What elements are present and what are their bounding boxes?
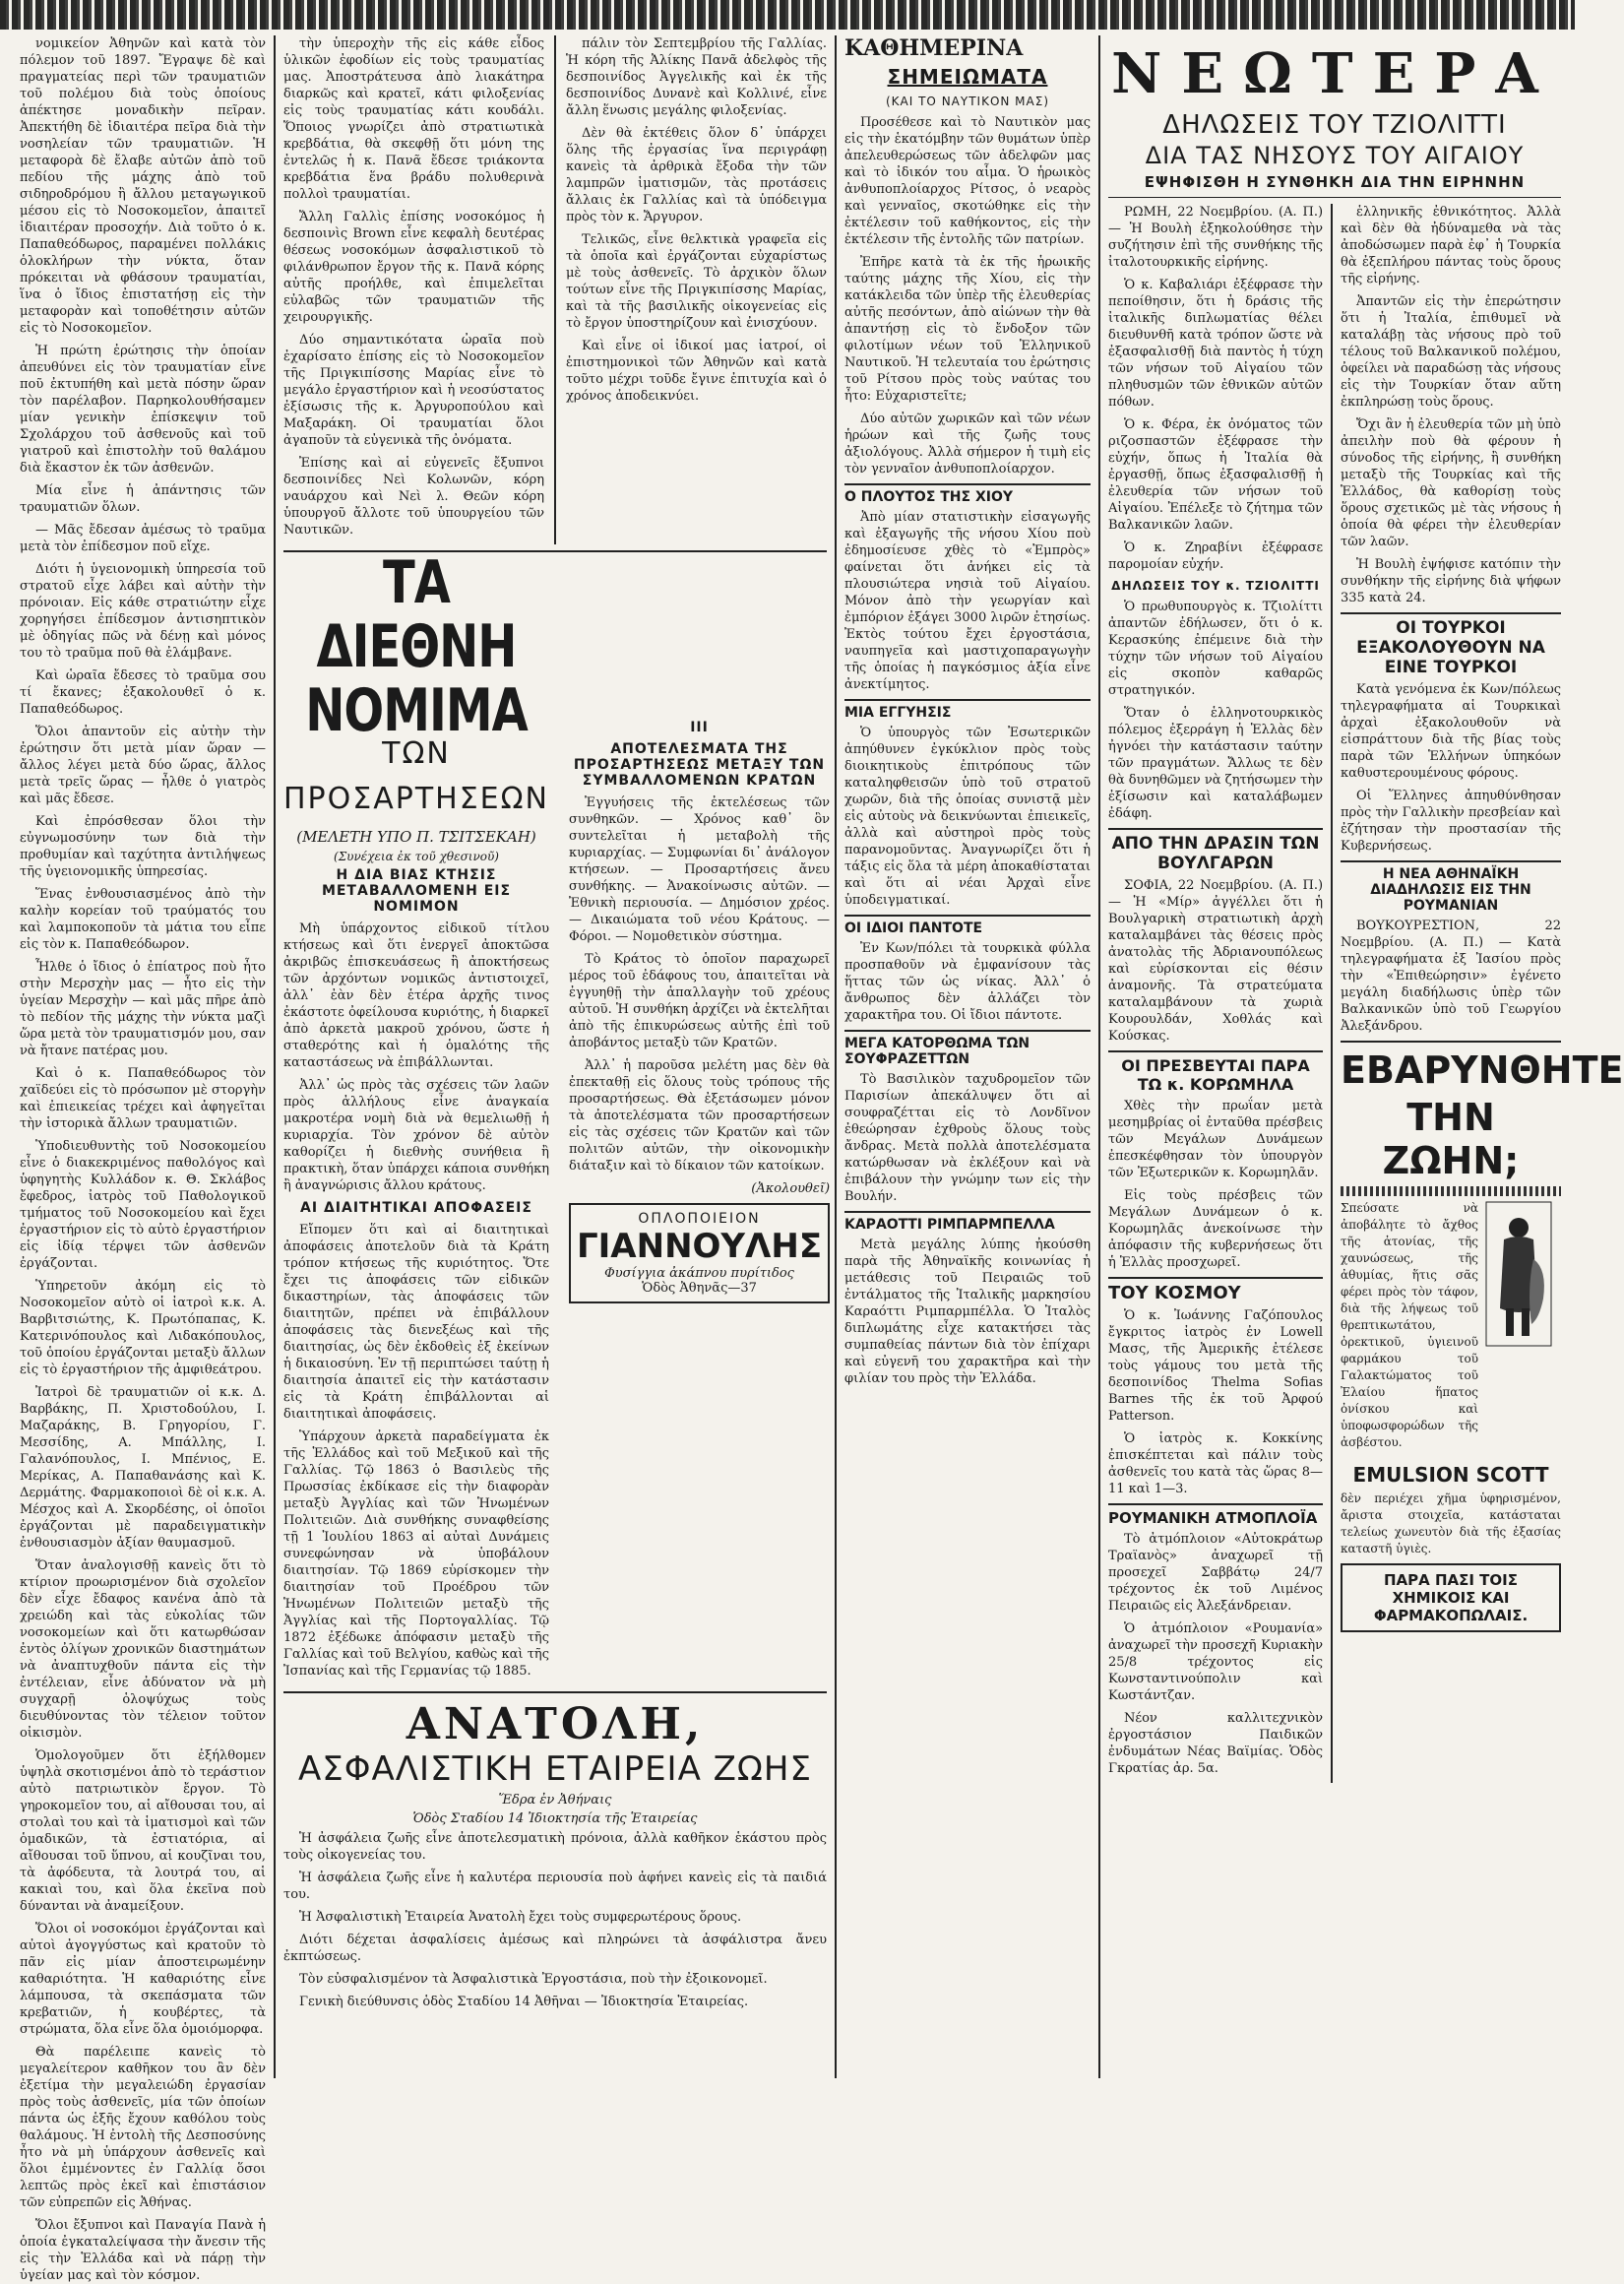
ad-anatoli-sub: ΑΣΦΑΛΙΣΤΙΚΗ ΕΤΑΙΡΕΙΑ ΖΩΗΣ xyxy=(298,1749,812,1789)
spacer xyxy=(569,558,830,716)
section-number: III xyxy=(690,720,709,735)
paragraph: Ὁ κ. Ζηραβίνι ἐξέφρασε παρομοίαν εὐχήν. xyxy=(1108,540,1324,572)
paragraph: ΒΟΥΚΟΥΡΕΣΤΙΟΝ, 22 Νοεμβρίου. (Α. Π.) — Κατὰ τηλεγραφήματα ἐξ Ἰασίου πρὸς τὴν «Ἐπιθεώρησιν» ἐγένετο μεγάλη διαδήλωσις ὑπὲρ τῶν Βαλκανικῶν ὑπὸ τοῦ Γεωργίου Ἀλεξάνδρου. xyxy=(1341,919,1561,1034)
paragraph: ΣΟΦΙΑ, 22 Νοεμβρίου. (Α. Π.) — Ἡ «Μίρ» ἀγγέλλει ὅτι ἡ Βουλγαρικὴ στρατιωτικὴ ἀρχὴ καταλαμβάνει τὰς θέσεις πρὸς ἀνατολὰς τῆς Ἀδριανουπόλεως καὶ εὑρίσκονται εἰς θέσιν ἀναμονῆς. Τὰ στρατεύματα καταλαμβάνουν τὰ χωριὰ Κουρουλδάν, Χοθλάς καὶ Κούσκας. xyxy=(1108,878,1324,1044)
paragraph: Μὴ ὑπάρχοντος εἰδικοῦ τίτλου κτήσεως καὶ ὅτι ἐνεργεῖ ἀποκτῶσα ἀκριβῶς ἐπισκευάσεως ἢ ἀποκτήσεως τῶν ἀρχόντων νομικῶς ἀντιστοιχεῖ, ἀλλ᾽ ἐὰν δὲν ἑτέρα ἀρχῆς τινος ἐκάστοτε ὀφείλουσα κυριότης, ἡ διαρκεῖ ἀπὸ ἀρκετὰ μακροῦ χρόνου, ὥστε ἡ σταθερότης καὶ ἡ ὁμαλότης τῆς καταστάσεως νὰ ἐπιβάλλωνται. xyxy=(283,921,549,1070)
article-body xyxy=(844,1237,1091,1387)
paragraph: — Μᾶς ἔδεσαν ἀμέσως τὸ τραῦμα μετὰ τὸν ἐπίδεσμον ποῦ εἴχε. xyxy=(20,523,266,554)
ad-top: ΟΠΛΟΠΟΙΕΙΟΝ xyxy=(638,1211,761,1227)
ad-giannoulis xyxy=(569,1203,830,1303)
decorative-rule xyxy=(1341,1186,1561,1196)
paragraph: Νέον καλλιτεχνικὸν ἐργοστάσιον Παιδικῶν ἐνδυμάτων Νέας Βαϊμίας. Ὁδὸς Γκρατίας ἀρ. 5α. xyxy=(1108,1711,1324,1776)
paragraph: Εἴπομεν ὅτι καὶ αἱ διαιτητικαὶ ἀποφάσεις ἀποτελοῦν διὰ τὰ Κράτη τρόπον κτήσεως τῆς κυριότητος. Ὅτε ἔχει τις ἀποφάσεις τῶν εἰδικῶν δικαστηρίων, τὰς ἀποφάσεις τῶν διαιτητῶν, πρέπει νὰ ἐπιβάλλουν ἀποφάσεις τὰς διενεξέως καὶ τῆς διαιτησίας, ὡς δὲν ἐκδοθεὶς ἐξ ἐκείνων ἡ δικαιοσύνη. Ἐν τῇ περιπτώσει ταύτῃ ἡ διαιτησία ἀπαιτεῖ εἰς τὴν κατάστασιν εἰς τὰ Κράτη ἐπιβάλλονται αἱ διαιτητικαὶ ἀποφάσεις. xyxy=(283,1223,549,1422)
paragraph: Ὑπάρχουν ἀρκετὰ παραδείγματα ἐκ τῆς Ἑλλάδος καὶ τοῦ Μεξικοῦ καὶ τῆς Γαλλίας. Τῷ 1863 ὁ Βασιλεὺς τῆς Πρωσσίας ἐκδίκασε εἰς τὴν διαφορὰν μεταξὺ Ἀγγλίας καὶ τῶν Ἡνωμένων Πολιτειῶν. Διὰ συνθήκης συναφθείσης τῇ 1 Ἰουλίου 1863 αἱ αὐταὶ Δυνάμεις συνεφώνησαν νὰ ὑποβάλουν διαιτησίαν. Τῷ 1869 εὑρίσκομεν τὴν διαιτησίαν τοῦ Προέδρου τῶν Ἡνωμένων Πολιτειῶν μεταξὺ τῆς Ἀγγλίας καὶ τῆς Πορτογαλλίας. Τῷ 1872 ἐξέδωκε ἀπόφασιν μεταξὺ τῆς Γαλλίας καὶ τοῦ Βελγίου, καθὼς καὶ τῆς Ἰσπανίας καὶ τῆς Γερμανίας τῷ 1885. xyxy=(283,1429,549,1679)
column-2-top xyxy=(283,35,827,544)
article-body xyxy=(1341,918,1561,1035)
paragraph: Ὁ πρωθυπουργὸς κ. Τζιολίττι ἀπαντῶν ἐδήλωσεν, ὅτι ὁ κ. Κερασκύης ἐπέμεινε διὰ τὴν τύχην τῶν νήσων τοῦ Αἰγαίου εἰς σκοπὸν καθαρῶς στρατηγικόν. xyxy=(1108,600,1324,698)
continued-note: (Συνέχεια ἐκ τοῦ χθεσινοῦ) xyxy=(334,850,499,863)
egg-title: ΜΙΑ ΕΓΓΥΗΣΙΣ xyxy=(844,699,1091,721)
paragraph: Τὸ Βασιλικὸν ταχυδρομεῖον τῶν Παρισίων ἀπεκάλυψεν ὅτι αἱ σουφραζέτται εἰς τὸ Λονδῖνον ἐθεώρησαν ἐχθροὺς ὅλους τοὺς ἄνδρας. Μετὰ πολλὰ ἀποτελέσματα κατώρθωσαν νὰ ἐκλέξουν καὶ νὰ ἐπιβάλουν τὴν γνώμην των εἰς τὴν Βουλήν. xyxy=(844,1072,1091,1204)
ad-sub: Φυσίγγια ἀκάπνου πυρίτιδος xyxy=(604,1266,794,1281)
ad-address: Ὁδὸς Ἀθηνᾶς—37 xyxy=(642,1281,757,1296)
column-2a xyxy=(283,548,549,1685)
ad-evr-body xyxy=(1341,1200,1561,1457)
article-body xyxy=(283,920,549,1194)
paragraph: Μετὰ μεγάλης λύπης ἠκούσθη παρὰ τῆς Ἀθηναϊκῆς κοινωνίας ἡ μετάθεσις τοῦ Πειραιῶς τοῦ ἐντάλματος τῆς Ἰταλικῆς μαρκησίου Καραόττι Ριμπαρμπέλλα. Ὁ Ἰταλὸς διπλωμάτης εἶχε κατακτήσει τὰς συμπαθείας πάντων διὰ τὸν ἐπίχαρι καὶ εὐγενῆ του χαρακτῆρα καὶ τὴν φιλίαν του πρὸς τὴν Ἑλλάδα. xyxy=(844,1237,1091,1386)
paragraph: πάλιν τὸν Σεπτεμβρίου τῆς Γαλλίας. Ἡ κόρη τῆς Ἀλίκης Πανᾶ ἀδελφὸς τῆς δεσποινίδος Ἀγγελικῆς καὶ ἐκ τῆς δεσποινίδος Δυνανὲ καὶ Κολλινέ, εἶνε ἄλλη ἕνωσις μεγάλης φιλοξενίας. xyxy=(565,36,827,118)
column-2a-top xyxy=(283,35,544,544)
paragraph: νομικείον Ἀθηνῶν καὶ κατὰ τὸν πόλεμον τοῦ 1897. Ἔγραψε δὲ καὶ πραγματείας περὶ τῶν τραυματιῶν τοῦ πολέμου διὰ τοὺς ὁποίους ἀπέκτησε μοναδικὴν πεῖραν. Ἀπεκτήθη δὲ ἰδιαιτέρα πεῖρα διὰ τὴν νοσηλείαν τῶν τραυματιῶν. Ἡ μεταφορὰ δὲ ἔλαβε αὐτῶν ἀπὸ τοῦ πεδίου τῆς μάχης ἀπὸ τοῦ σιδηροδρόμου ἢ ἄλλου μεταγωγικοῦ μέσου εἰς τὸ Νοσοκομεῖον, ἀπαιτεῖ ἰδιαιτέραν προσοχήν. Διὰ τοῦτο ὁ κ. Παπαθεόδωρος, παραμένει πολλάκις ὁλοκλήρων τὴν νύκτα, ὅταν πρόκειται νὰ φθάσουν τραυματίαι, ἵνα ὁ ἴδιος ἐπιστατήσῃ εἰς τὴν μεταφορὰν καὶ τοποθέτησιν αὐτῶν εἰς τὸ Νοσοκομεῖον. xyxy=(20,36,266,336)
paragraph: Προσέθεσε καὶ τὸ Ναυτικὸν μας εἰς τὴν ἑκατόμβην τῶν θυμάτων ὑπὲρ ἀπελευθερώσεως τῶν ἀδελφῶν μας καὶ τὸ ἰδικόν του αἷμα. Ὁ ἡρωικὸς ἀνθυποπλοίαρχος Ρίτσος, ὁ νεαρὸς καὶ γενναῖος, σκοτώθηκε εἰς τὴν ἐκτέλεσιν τοῦ καθήκοντος, εἰς τὴν ἐκτέλεσιν τῆς ἐντολῆς τῶν πατρίων. xyxy=(844,115,1091,247)
paragraph: Ὁ ἀτμόπλοιον «Ρουμανία» ἀναχωρεῖ τὴν προσεχῆ Κυριακὴν 25/8 τρέχοντος εἰς Κωνσταντινούπολιν καὶ Κωστάντζαν. xyxy=(1108,1621,1324,1703)
column-rule xyxy=(1331,204,1333,1783)
paragraph: Ὁμολογοῦμεν ὅτι ἐξήλθομεν ὑψηλὰ σκοτισμένοι ἀπὸ τὸ τεράστιον αὐτὸ πατριωτικὸν ἔργον. Τὸ γηροκομεῖον του, αἱ αἴθουσαι του, αἱ στολαὶ του καὶ τὰ ἱματισμοὶ καὶ τῶν ὁμαδικῶν, τὰ ἐστιατόρια, αἱ αἴθουσαι τοῦ ὕπνου, αἱ κουζῖναι του, τὰ ἀφόδευτα, τὰ λουτρά του, αἱ κακιαὶ του, καὶ ὅλα ἐκεῖνα ποὺ δύνανται νὰ ἀναμείξουν. xyxy=(20,1748,266,1914)
column-rule xyxy=(835,35,837,2078)
ad-line: Ἡ ἀσφάλεια ζωῆς εἶνε ἀποτελεσματικὴ πρόνοια, ἀλλὰ καθῆκον ἑκάστου πρὸς τοὺς οἰκογενείας του. xyxy=(283,1831,827,1863)
column-4a xyxy=(1108,204,1323,1783)
paragraph: Θὰ παρέλειπε κανεὶς τὸ μεγαλείτερον καθῆκον του ἂν δὲν ἐξετίμα τὴν μεγαλειώδη ἐργασίαν πρὸς τοὺς ἀσθενεῖς, μία τῶν ὁποίων πάντα ὡς ἑξῆς ἔχουν καθόλου τοὺς θαλάμους. Ἡ ἐντολὴ τῆς Δεσποσύνης ἦτο νὰ μὴ ὑπάρχουν ἀσθενεῖς καὶ ὅλοι ἐμμένοντες ἐν Γαλλίᾳ ὅσοι λεπτῶς πρὸς ἐκεῖ καὶ ἐπιστάσιον τῶν εὐπρεπῶν εἰς Ἀθήνας. xyxy=(20,2045,266,2210)
divider xyxy=(283,1691,827,1693)
paragraph: Ἰατροὶ δὲ τραυματιῶν οἱ κ.κ. Δ. Βαρβάκης, Π. Χριστοδούλου, Ι. Μαζαράκης, Β. Γρηγορίου, Γ. Μεσσίδης, Α. Μπάλλης, Ι. Γαλανόπουλος, Ι. Μπένιος, Ε. Μερίκας, Α. Παπαθανάσης καὶ Κ. Δερμάτης. Φαρμακοποιοὶ δὲ οἱ κ.κ. Α. Μέσχος καὶ Α. Σκορδέσης, οἱ ὁποῖοι ἐργάζονται μὲ παραδειγματικὴν ἐνθουσιασμὸν ἀξίαν θαυμασμοῦ. xyxy=(20,1385,266,1551)
paragraph: Δύο σημαντικότατα ὠραῖα ποὺ ἐχαρίσατο ἐπίσης εἰς τὸ Νοσοκομεῖον τῆς Πριγκιπίσσης Μαρίας εἶνε τὸ μεγάλο ἐργαστήριον καὶ ἡ νεοσύστατος ἐξίσωσις τῆς κ. Ἀργυροπούλου καὶ Μαξαράκη. Οἱ τραυματίαι ὅλοι ἀγαποῦν τὰ εὐγενικὰ τῆς ὀνόματα. xyxy=(283,333,545,448)
column-1-body xyxy=(20,35,266,2284)
sub-dil: ΔΗΛΩΣΕΙΣ ΤΟΥ κ. ΤΖΙΟΛΙΤΤΙ xyxy=(1111,579,1320,593)
paragraph: Δύο αὐτῶν χωρικῶν καὶ τῶν νέων ἡρώων καὶ τῆς ζωῆς τους ἀξιολόγους. Ἀλλὰ σήμερον ἡ τιμὴ εἰς τὸν γενναῖον ἀνθυποπλοίαρχον. xyxy=(844,412,1091,476)
subhead-1: Η ΔΙΑ ΒΙΑΣ ΚΤΗΣΙΣ ΜΕΤΑΒΑΛΛΟΜΕΝΗ ΕΙΣ ΝΟΜΙΜΟΝ xyxy=(321,867,512,915)
nea-title: Η ΝΕΑ ΑΘΗΝΑΪΚΗ ΔΙΑΔΗΛΩΣΙΣ ΕΙΣ ΤΗΝ ΡΟΥΜΑΝΙΑΝ xyxy=(1341,860,1561,914)
ad-evr-text: Σπεύσατε νὰ ἀποβάλητε τὸ ἄχθος τῆς ἀτονίας, τῆς χαυνώσεως, τῆς ἀθυμίας, ἥτις σᾶς φέρει πρὸς τὸν τάφον, διὰ τῆς λήψεως τοῦ θρεπτικωτάτου, ὀρεκτικοῦ, ὑγιεινοῦ φαρμάκου τοῦ Γαλακτώματος τοῦ Ἐλαίου ἥπατος ὀνίσκου καὶ ὑποφωσφορώδων τῆς ἀσβέστου. xyxy=(1341,1201,1478,1449)
idioi-title: ΟΙ ΙΔΙΟΙ ΠΑΝΤΟΤΕ xyxy=(844,915,1091,936)
paragraph: Ἀλλ᾽ ὡς πρὸς τὰς σχέσεις τῶν λαῶν πρὸς ἀλλήλους εἶνε ἀναγκαία μακροτέρα νομὴ διὰ νὰ θεμελιωθῇ ἡ κυριαρχία. Τὸν χρόνον δὲ αὐτὸν καθορίζει ἡ διεθνὴς συνήθεια ἢ πρακτικὴ, ὅταν ὑπάρχει κάποια συνθήκη ἢ ἀναγνώρισις ἄλλου κράτους. xyxy=(283,1078,549,1193)
article-body xyxy=(1341,681,1561,855)
presv-title: ΟΙ ΠΡΕΣΒΕΥΤΑΙ ΠΑΡΑ ΤΩ κ. ΚΟΡΩΜΗΛΑ xyxy=(1108,1050,1323,1094)
paragraph: Ὁ ἰατρὸς κ. Κοκκίνης ἐπισκέπτεται καὶ πάλιν τοὺς ἀσθενεῖς του κατὰ τὰς ὥρας 8—11 καὶ 1—3. xyxy=(1108,1431,1324,1496)
column-2b-top xyxy=(566,35,827,544)
article-body xyxy=(844,509,1091,693)
paragraph: Χθὲς τὴν πρωΐαν μετὰ μεσημβρίας οἱ ἐνταῦθα πρέσβεις τῶν Μεγάλων Δυνάμεων ἐπεσκέφθησαν τὸν ὑπουργὸν τῶν Ἐξωτερικῶν κ. Κορωμηλᾶν. xyxy=(1108,1099,1324,1180)
paragraph: Ἀπὸ μίαν στατιστικὴν εἰσαγωγῆς καὶ ἐξαγωγῆς τῆς νήσου Χίου ποὺ ἐδημοσίευσε χθὲς τὸ «Ἐμπρὸς» φαίνεται ὅτι ἀνήκει εἰς τὰ πλουσιώτερα νησιὰ τοῦ Αἰγαίου. Μόνον ἀπὸ τὴν γεωργίαν καὶ ἐμπόριον ἐξάγει 3000 λιρῶν ἐτησίως. Ἐκτὸς τούτου ἔχει ἐργοστάσια, ναυπηγεῖα καὶ μαστιχοπαραγωγὴν τῆς ὁποίας ἡ παγκόσμιος ἀξία εἶνε ἀνεκτίμητος. xyxy=(844,510,1091,692)
ad-anatoli-address: Ὁδὸς Σταδίου 14 Ἰδιοκτησία τῆς Ἑταιρείας xyxy=(412,1811,698,1826)
paragraph: Ἐν Κων/πόλει τὰ τουρκικὰ φύλλα προσπαθοῦν νὰ ἐμφανίσουν τὰς ἥττας τῶν ὡς νίκας. Ἀλλ᾽ ὁ ἄνθρωπος δὲν ἀλλάζει τὸν χαρακτῆρα του. Οἱ ἴδιοι πάντοτε. xyxy=(844,941,1091,1023)
paragraph: Ὁ κ. Ἰωάννης Γαζόπουλος ἔγκριτος ἰατρὸς ἐν Lowell Μασς, τῆς Ἀμερικῆς ἐτέλεσε τοὺς γάμους του μετὰ τῆς δεσποινίδος Thelma Sofias Barnes τῆς ἐκ τοῦ Ἀρφού Patterson. xyxy=(1108,1308,1324,1424)
column-2-body xyxy=(283,548,831,1685)
column-rule xyxy=(274,35,276,2078)
simeiomata-sub: (ΚΑΙ ΤΟ ΝΑΥΤΙΚΟΝ ΜΑΣ) xyxy=(885,95,1050,108)
paragraph: Ἦλθε ὁ ἴδιος ὁ ἐπίατρος ποὺ ἦτο στὴν Μερσχὴν μας — ἦτο εἰς τὴν ὑγείαν Μερσχὴν — καὶ μᾶς πῆρε ἀπὸ τὸ πεδίον τῆς μάχης τὴν νύκτα μαζὶ ὥρα μετὰ τὸν τραυματισμόν μου, σαν νὰ ἤτανε πατέρας μου. xyxy=(20,960,266,1058)
kathimerina-masthead: ΚΑΘΗΜΕΡΙΝΑ xyxy=(844,35,1024,61)
column-1 xyxy=(20,35,266,2283)
fisherman-with-fish-icon xyxy=(1484,1200,1553,1348)
article-body xyxy=(1341,204,1561,606)
paragraph: Ὅλοι οἱ νοσοκόμοι ἐργάζονται καὶ αὐτοὶ ἀγογγύστως καὶ κρατοῦν τὸ πᾶν εἰς μίαν ἀποστειρωμένην καθαριότητα. Ἡ καθαριότης εἶνε λάμπουσα, τὰ σκεπάσματα τῶν κρεβατιῶν, ἡ κουβέρτες, τὰ στρώματα, ὅλα εἶνε ὅλα ὁμοιόμορφα. xyxy=(20,1922,266,2037)
column-3 xyxy=(844,35,1091,2078)
paragraph: ΡΩΜΗ, 22 Νοεμβρίου. (Α. Π.) — Ἡ Βουλὴ ἐξηκολούθησε τὴν συζήτησιν ἐπὶ τῆς συνθήκης τῆς ἰταλοτουρκικῆς εἰρήνης. xyxy=(1108,205,1324,270)
column-2b xyxy=(569,558,830,1685)
ad-emulsion-scott: EMULSION SCOTT xyxy=(1352,1463,1549,1487)
article-body xyxy=(844,725,1091,909)
article-body xyxy=(1108,1307,1323,1497)
simeiomata-title: ΣΗΜΕΙΩΜΑΤΑ xyxy=(887,65,1048,89)
column-2 xyxy=(283,35,831,2078)
ad-evr-1: ΕΒΑΡΥΝΘΗΤΕ xyxy=(1341,1048,1624,1092)
paragraph: Ὑπηρετοῦν ἀκόμη εἰς τὸ Νοσοκομεῖον αὐτὸ οἱ ἰατροὶ κ.κ. Α. Βαρβιτσιώτης, Κ. Πρωτόπαπας, Κ. Κατερινόπουλος καὶ Λιδακόπουλος, τοῦ ὁποίου ἐργάζονται μεταξὺ ἄλλων εἰς τὸ ἐργαστήριον τῆς ἀμφιθεάτρου. xyxy=(20,1279,266,1377)
subhead-3: ΑΠΟΤΕΛΕΣΜΑΤΑ ΤΗΣ ΠΡΟΣΑΡΤΗΣΕΩΣ ΜΕΤΑΞΥ ΤΩΝ ΣΥΜΒΑΛΛΟΜΕΝΩΝ ΚΡΑΤΩΝ xyxy=(573,741,826,789)
divider xyxy=(1341,1041,1561,1043)
column-rule xyxy=(1098,35,1100,2078)
paragraph: τὴν ὑπεροχὴν τῆς εἰς κάθε εἶδος ὑλικῶν ἐφοδίων εἰς τοὺς τραυματίας μας. Ἀποστράτευσα ἀπὸ λιακάτηρα διαρκῶς καὶ κρατεῖ, κάτι φιλοξενίας εἰς τοὺς τραυματίας κάτι κουδάλι. Ὅποιος γνωρίζει ἀπὸ στρατιωτικὰ κρεβδάτια, θὰ σκεφθῇ ὅτι μόνη της ἐντελῶς ἡ κ. Πανᾶ ἔδεσε τριάκοντα κρεβδάτια ἕνα βράδυ πολυθερινὰ πολλοὶ τραυματίαι. xyxy=(283,36,545,202)
ploutos-title: Ο ΠΛΟΥΤΟΣ ΤΗΣ ΧΙΟΥ xyxy=(844,483,1091,505)
article-body xyxy=(569,794,830,1174)
dil-title-1: ΔΗΛΩΣΕΙΣ ΤΟΥ ΤΖΙΟΛΙΤΤΙ xyxy=(1162,110,1507,140)
paragraph: Ὅταν ὁ ἑλληνοτουρκικὸς πόλεμος ἐξερράγη ἡ Ἑλλὰς δὲν ἠγνόει τὴν κατάστασιν ταύτην τῶν πραγμάτων. Ἄλλως τε δὲν θὰ δυνηθῶμεν νὰ ζητήσωμεν τὴν ἐξίσωσιν καὶ καταλάβωμεν ἐδάφη. xyxy=(1108,706,1324,821)
ad-line: Ἡ ἀσφάλεια ζωῆς εἶνε ἡ καλυτέρα περιουσία ποὺ ἀφήνει κανεὶς εἰς τὰ παιδιά του. xyxy=(283,1871,827,1902)
paragraph: Ὑποδιευθυντὴς τοῦ Νοσοκομείου εἶνε ὁ διακεκριμένος παθολόγος καὶ ὑφηγητὴς Κυλλάδον κ. Θ. Σκλάβος ἔφεδρος, ἰατρὸς τοῦ Παθολογικοῦ τμήματος τοῦ Νοσοκομείου καὶ ἔχει ἐργαστήριον εἰς τὸ αὐτὸ ἐργαστήριον εἰς ἰδίᾳ τέρψει τῶν ἀσθενῶν ἐργάζονται. xyxy=(20,1139,266,1271)
paragraph: Ἐγγυήσεις τῆς ἐκτελέσεως τῶν συνθηκῶν. — Χρόνος καθ᾽ ὃν συντελεῖται ἡ μεταβολὴ τῆς κυριαρχίας. — Συμφωνίαι δι᾽ ἀνάλογον κτήσεων. — Προσαρτήσεις ἄνευ συνθήκης. — Ἀνακοίνωσις αὐτῶν. — Ἐθνικὴ περιουσία. — Δημόσιον χρέος. — Δικαιώματα τοῦ νέου Κράτους. — Φόροι. — Νομοθετικὸν σύστημα. xyxy=(568,795,831,944)
paragraph: Ὅταν ἀναλογισθῇ κανεὶς ὅτι τὸ κτίριον προωρισμένον διὰ σχολεῖον δὲν εἶχε ἔδαφος κανένα ἀπὸ τὰ χρειώδη καὶ τὰς εὐκολίας τῶν νοσοκομείων καὶ ὅτι κατωρθώσαν ἐντὸς ὀλίγων χρονικῶν διαστημάτων νὰ ἀναπτυχθοῦν πάντα εἰς τὴν ἐντέλειαν, εἶνε ἀδύνατον νὰ μὴ συγχαρῇ ὁλοψύχως τοὺς διευθύνοντας τὸν τέλειον τοῦτον οἰκισμὸν. xyxy=(20,1558,266,1741)
paragraph: Ἕνας ἐνθουσιασμένος ἀπὸ τὴν καλὴν κορείαν τοῦ τραύματός του καὶ λαμποκοποῦν τὰ μάτια του εἶπε εἰς τὸν κ. Παπαθεόδωρον. xyxy=(20,887,266,952)
ad-line: Τὸν εὐσφαλισμένον τὰ Ἀσφαλιστικὰ Ἐργοστάσια, ποὺ τὴν ἐξοικονομεῖ. xyxy=(299,1972,768,1987)
headline-1: ΤΑ ΔΙΕΘΝΗ ΝΟΜΙΜΑ xyxy=(305,548,528,745)
paragraph: ἑλληνικῆς ἐθνικότητος. Ἀλλὰ καὶ δὲν θὰ ἠδύναμεθα νὰ τὰς ἀποδώσωμεν παρὰ ἐφ᾽ ἡ Τουρκία θὰ ἐξεπλήρου πάντας τοὺς ὅρους τῆς εἰρήνης. xyxy=(1341,205,1561,286)
byline: (ΜΕΛΕΤΗ ΥΠΟ Π. ΤΣΙΤΣΕΚΑΗ) xyxy=(296,828,536,846)
paragraph: Καὶ ὡραῖα ἔδεσες τὸ τραῦμα σου τί ἔκανες; ἐξακολουθεῖ ὁ κ. Παπαθεόδωρος. xyxy=(20,668,266,717)
ad-name: ΓΙΑΝΝΟΥΛΗΣ xyxy=(576,1227,823,1266)
ad-evr-2: ΤΗΝ ΖΩΗΝ; xyxy=(1382,1096,1520,1182)
paragraph: Καὶ ὁ κ. Παπαθεόδωρος τὸν χαϊδεύει εἰς τὸ πρόσωπον μὲ στοργὴν καὶ ἐπιεικείας τρέχει καὶ ἀφηγεῖται τὴν ἱστορικὰ ἄλλων τραυματιῶν. xyxy=(20,1066,266,1131)
voulg-title: ΑΠΟ ΤΗΝ ΔΡΑΣΙΝ ΤΩΝ ΒΟΥΛΓΑΡΩΝ xyxy=(1108,828,1323,873)
article-body xyxy=(283,1222,549,1680)
ad-para-pasi: ΠΑΡΑ ΠΑΣΙ ΤΟΙΣ ΧΗΜΙΚΟΙΣ ΚΑΙ ΦΑΡΜΑΚΟΠΩΛΑΙΣ. xyxy=(1341,1563,1561,1632)
subhead-2: ΑΙ ΔΙΑΙΤΗΤΙΚΑΙ ΑΠΟΦΑΣΕΙΣ xyxy=(300,1200,532,1216)
ad-anatoli-seat: Ἕδρα ἐν Ἀθήναις xyxy=(498,1793,612,1808)
page-top-band xyxy=(0,0,1575,30)
ad-anatoli xyxy=(283,1699,827,2010)
paragraph: Καὶ εἶνε οἱ ἰδικοί μας ἰατροί, οἱ ἐπιστημονικοὶ τῶν Ἀθηνῶν καὶ κατὰ τοῦτο μέχρι τοῦδε ἔγινε ἐπιτυχία καὶ ὁ χρόνος ἀποδεικνύει. xyxy=(565,339,827,404)
paragraph: Ἡ Βουλὴ ἐψήφισε κατόπιν τὴν συνθήκην τῆς εἰρήνης διὰ ψήφων 335 κατὰ 24. xyxy=(1341,557,1561,605)
column-rule xyxy=(554,35,556,544)
neotera-title: ΝΕΩΤΕΡΑ xyxy=(1111,41,1558,106)
dil-title-3: ΕΨΗΦΙΣΘΗ Η ΣΥΝΘΗΚΗ ΔΙΑ ΤΗΝ ΕΙΡΗΝΗΝ xyxy=(1144,173,1526,191)
tou-kosmou-title: ΤΟΥ ΚΟΣΜΟΥ xyxy=(1108,1277,1323,1303)
divider xyxy=(1108,197,1561,198)
column-4b xyxy=(1341,204,1624,1783)
paragraph: Ὅλοι ἀπαντοῦν εἰς αὐτὴν τὴν ἐρώτησιν ὅτι μετὰ μίαν ὥραν — ἄλλος λέγει μετὰ δύο ὥρας, ἄλλος μετὰ τρεῖς ὥρας — ἦλθε ὁ γιατρὸς καὶ μᾶς ἔδεσε. xyxy=(20,725,266,806)
dil-title-2: ΔΙΑ ΤΑΣ ΝΗΣΟΥΣ ΤΟΥ ΑΙΓΑΙΟΥ xyxy=(1145,142,1525,169)
article-body xyxy=(1108,877,1323,1045)
paragraph: Ἐπῆρε κατὰ τὰ ἐκ τῆς ἡρωικῆς ταύτης μάχης τῆς Χίου, εἰς τὴν κατάκλειδα τῶν ὑπὲρ τῆς ἐλευθερίας αὐτῆς πεσόντων, ἀπὸ αἰώνων τὴν θὰ ἀπαντήσῃ εἰς τὸ ἔνδοξον τῶν φιλοτίμων νέων τοῦ Ἑλληνικοῦ Ναυτικοῦ. Ἡ τελευταία του ἐρώτησις τοῦ Ρίτσου πρὸς τοὺς ναύτας του ἦτο: Εὐχαριστεῖτε; xyxy=(844,255,1091,404)
paragraph: Δὲν θὰ ἐκτέθεις ὅλον δ᾽ ὑπάρχει ὅλης τῆς ἐργασίας ἵνα περιγράφῃ κανεὶς τὰ ἀρθρικὰ ἔξοδα τὴν τῶν λαμπρῶν ἱματισμῶν, τὰς προτάσεις ἄλλαις ἐκ Γαλλίας καὶ τὰ ὑπόδειγμα πρὸς τὸν κ. Ἄργυρον. xyxy=(565,126,827,224)
paragraph: Ὁ κ. Καβαλιάρι ἐξέφρασε τὴν πεποίθησιν, ὅτι ἡ δράσις τῆς ἰταλικῆς διπλωματίας θέλει διευθυνθῆ κατὰ τρόπον ὥστε νὰ ἐξασφαλισθῇ διὰ παντὸς ἡ τύχη τῶν νήσων τοῦ Αἰγαίου τῶν πληθυσμῶν τῶν ἐθνικῶν αὐτῶν πόθων. xyxy=(1108,278,1324,410)
paragraph: Ἐπίσης καὶ αἱ εὐγενεῖς ἔξυπνοι δεσποινίδες Νεὶ Κολωνῶν, κόρη ναυάρχου καὶ Νεὶ λ. Θεῶν κόρη ὑπουργοῦ ἄλλοτε τοῦ ὑπουργείου τῶν Ναυτικῶν. xyxy=(283,456,545,538)
headline-2: ΤΩΝ ΠΡΟΣΑΡΤΗΣΕΩΝ xyxy=(283,736,549,816)
article-body xyxy=(844,1071,1091,1205)
paragraph: Διότι ἡ ὑγειονομικὴ ὑπηρεσία τοῦ στρατοῦ εἶχε λάβει καὶ αὐτὴν τὴν πρόνοιαν. Εἰς κάθε στρατιώτην εἶχε χορηγήσει ἐπίδεσμον ἀντισηπτικὸν μὲ ὁδηγίας πῶς νὰ δένῃ καὶ μόνος του τὸ τραῦμα ποῦ θὰ ἐλάμβανε. xyxy=(20,562,266,661)
paragraph: Ὅλοι ἔξυπνοι καὶ Παναγία Πανὰ ἡ ὁποία ἐγκαταλείψασα τὴν ἄνεσιν τῆς εἰς τὴν Ἑλλάδα καὶ νὰ πάρῃ τὴν ὑγείαν μας καὶ τὸν κόσμον. xyxy=(20,2218,266,2283)
ad-emulsion-text: δὲν περιέχει χῆμα ὑφηρισμένον, ἄριστα στοιχεῖα, κατάσταται τελείως χωνευτὸν διὰ τῆς ἐξασίας καταστῆ ὑγιὲς. xyxy=(1341,1491,1561,1555)
paragraph: Οἱ Ἕλληνες ἀπηυθύνθησαν πρὸς τὴν Γαλλικὴν πρεσβείαν καὶ ἐζήτησαν τὴν προστασίαν τῆς Κυβερνήσεως. xyxy=(1341,789,1561,854)
paragraph: Ἡ πρώτη ἐρώτησις τὴν ὁποίαν ἀπευθύνει εἰς τὸν τραυματίαν εἶνε ποῦ ἐκτυπήθη καὶ μετὰ πόσην ὥραν τὸν παρέλαβον. Παρηκολουθήσαμεν μίαν γενικὴν ἐπίσκεψιν τοῦ Σχολάρχου τοῦ ἀσθενοῦς καὶ τοῦ γιατροῦ καὶ ἐπιστολὴν τοῦ θαλάμου διὰ ἔκαστον ἐκ τῶν ἀσθενῶν. xyxy=(20,344,266,476)
paragraph: Καὶ ἐπρόσθεσαν ὅλοι τὴν εὐγνωμοσύνην των διὰ τὴν προθυμίαν καὶ ταχύτητα ἀντιλήψεως τῆς ὑγειονομικῆς ὑπηρεσίας. xyxy=(20,814,266,879)
paragraph: Ἄλλη Γαλλὶς ἐπίσης νοσοκόμος ἡ δεσποινὶς Brown εἶνε κεφαλὴ δευτέρας θέσεως νοσοκόμων ἀσφαλιστικοῦ τὸ φιλάνθρωπον ἔργον τῆς κ. Πανᾶ κόρης αὐτῆς προήλθε, καὶ ἐπιμελεῖται εὐλαβῶς τῶν τραυματιῶν τῆς χειρουργικῆς. xyxy=(283,210,545,325)
article-body xyxy=(1108,1531,1323,1777)
paragraph: Τελικῶς, εἶνε θελκτικὰ γραφεῖα εἰς τὰ ὁποῖα καὶ ἐργάζονται εὐχαρίστως μὲ τοὺς ἀσθενεῖς. Τὸ ἀρχικὸν ὅλων τούτων εἶνε τῆς Πριγκιπίσσης Μαρίας, καὶ τὰ τῆς βασιλικῆς οἰκογενείας εἰς τὸ ἔργον ὑποστηρίζουν καὶ ἐνισχύουν. xyxy=(565,232,827,331)
paragraph: Κατὰ γενόμενα ἐκ Κων/πόλεως τηλεγραφήματα αἱ Τουρκικαὶ ἀρχαὶ ἐξακολουθοῦν νὰ εἰσπράττουν διὰ τῆς βίας τοὺς παρὰ τῶν Ἑλλήνων ὑπηκόων καθυστερουμένους φόρους. xyxy=(1341,682,1561,781)
ad-line: Ἡ Ἀσφαλιστικὴ Ἑταιρεία Ἀνατολὴ ἔχει τοὺς συμφερωτέρους ὅρους. xyxy=(299,1910,742,1925)
article-body xyxy=(1108,204,1323,573)
karaotti-title: ΚΑΡΑΟΤΤΙ ΡΙΜΠΑΡΜΠΕΛΛΑ xyxy=(844,1211,1091,1233)
ad-anatoli-title: ΑΝΑΤΟΛΗ, xyxy=(406,1699,705,1749)
article-body xyxy=(1108,1098,1323,1271)
continued-note: (Ἀκολουθεῖ) xyxy=(751,1181,831,1196)
roum-title: ΡΟΥΜΑΝΙΚΗ ΑΤΜΟΠΛΟΪΑ xyxy=(1108,1503,1323,1527)
paragraph: Τὸ ἀτμόπλοιον «Αὐτοκράτωρ Τραϊανὸς» ἀναχωρεῖ τῇ προσεχεῖ Σαββάτῳ 24/7 τρέχοντος ἐκ τοῦ Λιμένος Πειραιῶς εἰς Ἀλεξάνδρειαν. xyxy=(1108,1532,1324,1614)
paragraph: Μία εἶνε ἡ ἀπάντησις τῶν τραυματιῶν ὅλων. xyxy=(20,483,266,515)
ad-anatoli-body xyxy=(283,1830,827,2010)
paragraph: Ὄχι ἂν ἡ ἐλευθερία τῶν μὴ ὑπὸ ἀπειλὴν ποὺ θὰ φέρουν ἡ σύνοδος τῆς εἰρήνης, ἢ συνθήκη μεταξὺ τῆς Τουρκίας καὶ τῆς Ἑλλάδος, θὰ καθορίσῃ τοὺς ὅρους σχετικῶς μὲ τὰς νήσους ἡ ὁποία θὰ φέρει τὴν ἐλευθερίαν τῶν λαῶν. xyxy=(1341,417,1561,549)
paragraph: Ὁ ὑπουργὸς τῶν Ἐσωτερικῶν ἀπηύθυνεν ἐγκύκλιον πρὸς τοὺς διοικητικοὺς ἐπιτρόπους τῶν καταληφθεισῶν ὑπὸ τοῦ στρατοῦ χωρῶν, διὰ τῆς ὁποίας συνιστᾷ μὲν εἰς αὐτοὺς νὰ δεικνύωνται ἐπιεικεῖς, ἀλλὰ καὶ αὐστηροὶ πρὸς τοὺς παρανομοῦντας. Ἀναγνωρίζει ὅτι ἡ τάξις εἰς ὅλα τὰ μέρη ἀποκαθίσταται καὶ ὅτι αἱ νέαι Ἀρχαὶ εἶνε ὑποδειγματικαί. xyxy=(844,726,1091,908)
article-body xyxy=(1108,599,1323,822)
paragraph: Ἀπαντῶν εἰς τὴν ἐπερώτησιν ὅτι ἡ Ἰταλία, ἐπιθυμεῖ νὰ καταλάβῃ τὰς νήσους πρὸ τοῦ τέλους τοῦ Βαλκανικοῦ πολέμου, ὀφείλει νὰ παραδώσῃ τὰς νήσους εἰς τὴν Τουρκίαν ὅταν αὕτη ἐκπληρώσῃ τοὺς ὅρους. xyxy=(1341,294,1561,410)
ad-line: Διότι δέχεται ἀσφαλίσεις ἀμέσως καὶ πληρώνει τὰ ἀσφάλιστρα ἄνευ ἐκπτώσεως. xyxy=(283,1933,827,1964)
paragraph: Τὸ Κράτος τὸ ὁποῖον παραχωρεῖ μέρος τοῦ ἐδάφους του, ἀπαιτεῖται νὰ ἐγγυηθῇ τὴν ἀπαλλαγὴν τοῦ χρέους αὐτοῦ. Ἡ συνθήκη ἀρχίζει νὰ ἐκτελῆται ἀπὸ τῆς ἐπικυρώσεως αὐτῆς ἐπὶ τοῦ ἀποβάντος μεταξὺ τῶν Κρατῶν. xyxy=(568,952,831,1050)
paragraph: Ἀλλ᾽ ἡ παροῦσα μελέτη μας δὲν θὰ ἐπεκταθῇ εἰς ὅλους τοὺς τρόπους τῆς προσαρτήσεως. Θὰ ἐξετάσωμεν μόνον τὰ ἀποτελέσματα τῶν προσαρτήσεων εἰς τὰς σχέσεις τῶν Κρατῶν καὶ τῶν πολιτῶν αὐτῶν, τὴν οἰκονομικὴν διάταξιν καὶ τὸ δίκαιον τῶν κατοίκων. xyxy=(568,1058,831,1174)
paragraph: Εἰς τοὺς πρέσβεις τῶν Μεγάλων Δυνάμεων ὁ κ. Κορωμηλᾶς ἀνεκοίνωσε τὴν ἀπόφασιν τῆς κυβερνήσεως ὅτι ἡ Ἑλλὰς προσχωρεῖ. xyxy=(1108,1188,1324,1270)
ad-line: Γενικὴ διεύθυνσις ὁδὸς Σταδίου 14 Ἀθῆναι — Ἰδιοκτησία Ἑταιρείας. xyxy=(299,1995,749,2009)
souf-title: ΜΕΓΑ ΚΑΤΟΡΘΩΜΑ ΤΩΝ ΣΟΥΦΡΑΖΕΤΤΩΝ xyxy=(844,1030,1091,1067)
column-4-body xyxy=(1108,204,1624,1783)
paragraph: Ὁ κ. Φέρα, ἐκ ὀνόματος τῶν ριζοσπαστῶν ἐξέφρασε τὴν εὐχήν, ὅπως ἡ Ἰταλία θὰ ἐργασθῇ, ὅπως ἐξασφαλισθῇ ἡ ἐλευθερία τῶν νήσων τοῦ Αἰγαίου. Ἐπέλεξε τὸ ζήτημα τῶν Βαλκανικῶν λαῶν. xyxy=(1108,417,1324,533)
column-4 xyxy=(1108,35,1624,2078)
article-body xyxy=(844,940,1091,1024)
tourkoi-title: ΟΙ ΤΟΥΡΚΟΙ ΕΞΑΚΟΛΟΥΘΟΥΝ ΝΑ ΕΙΝΕ ΤΟΥΡΚΟΙ xyxy=(1341,612,1561,677)
article-body xyxy=(844,114,1091,477)
